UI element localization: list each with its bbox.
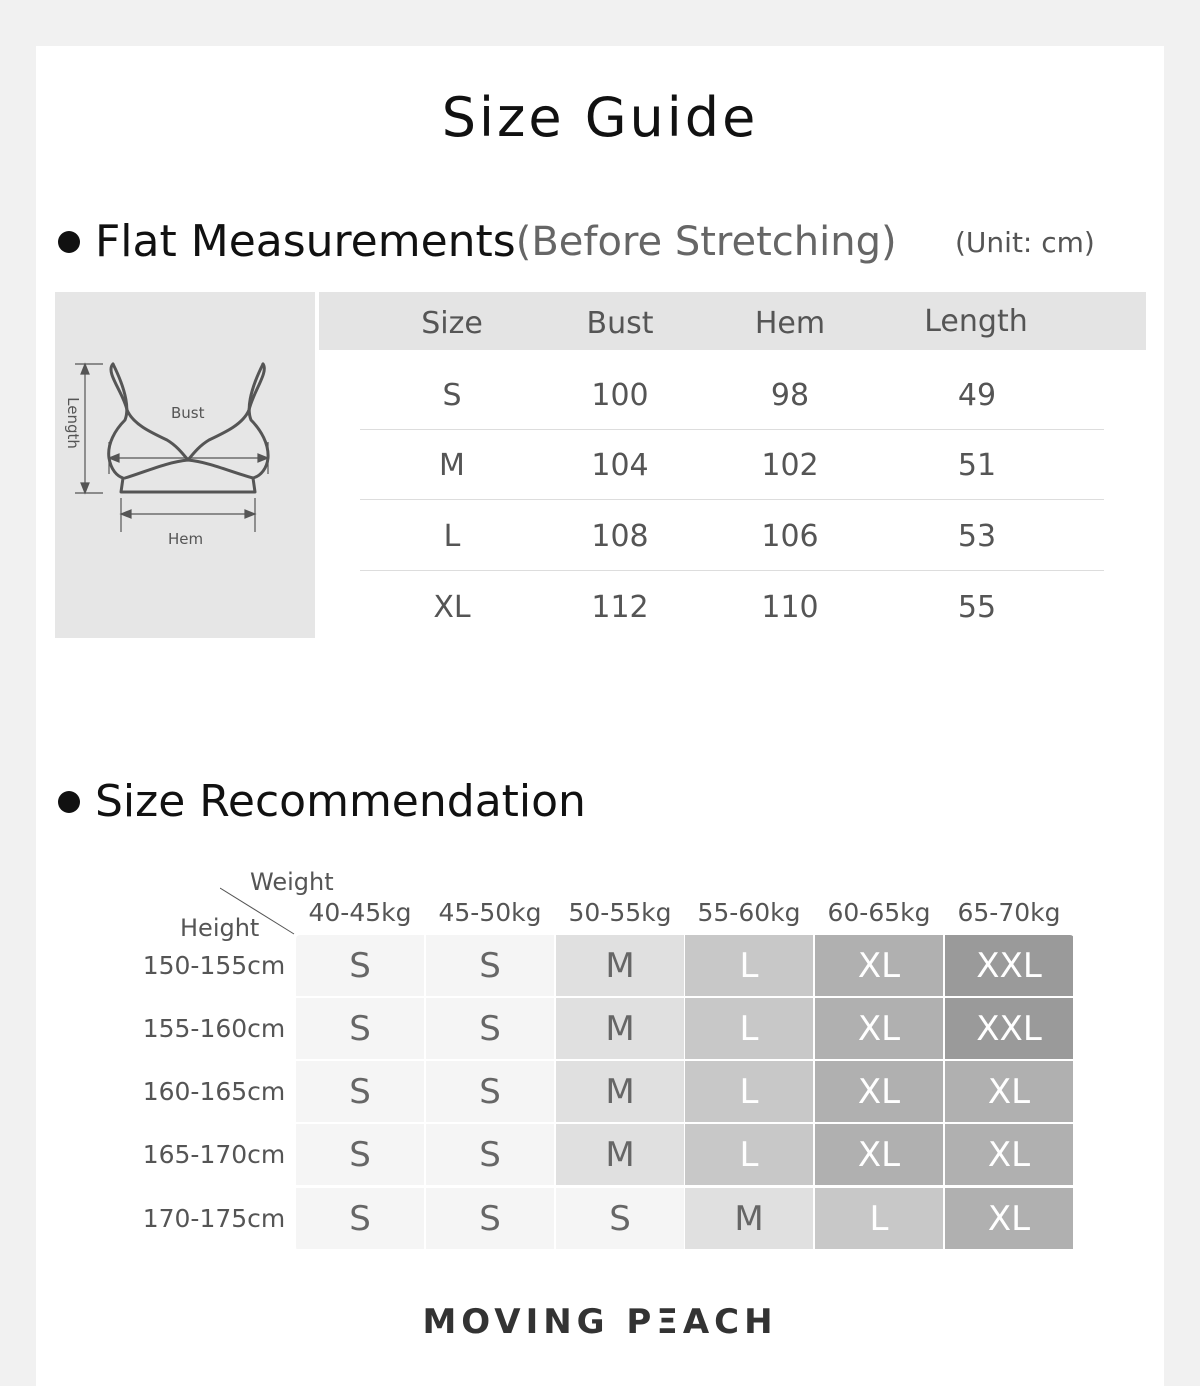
bust-label: Bust bbox=[171, 404, 205, 422]
size-cell: S bbox=[296, 1061, 424, 1122]
table-cell: M bbox=[439, 448, 465, 483]
weight-header: 50-55kg bbox=[568, 898, 672, 927]
flat-measurements-title: Flat Measurements bbox=[95, 216, 516, 267]
bullet-icon bbox=[58, 791, 80, 813]
size-cell: L bbox=[685, 935, 813, 996]
size-cell: S bbox=[296, 935, 424, 996]
weight-axis-label: Weight bbox=[250, 868, 334, 896]
size-cell: M bbox=[556, 935, 684, 996]
size-cell: XL bbox=[815, 998, 943, 1059]
size-cell: XL bbox=[945, 1061, 1073, 1122]
size-cell: S bbox=[296, 1124, 424, 1185]
table-cell: 108 bbox=[591, 519, 649, 554]
table-row bbox=[360, 501, 1104, 571]
height-header: 150-155cm bbox=[142, 951, 286, 980]
size-cell: XL bbox=[815, 1124, 943, 1185]
weight-header: 40-45kg bbox=[308, 898, 412, 927]
size-cell: S bbox=[556, 1188, 684, 1249]
table-cell: 55 bbox=[957, 590, 997, 625]
size-cell: M bbox=[556, 1124, 684, 1185]
flat-measurements-subtitle: (Before Stretching) bbox=[515, 218, 897, 265]
table-cell: S bbox=[442, 378, 462, 413]
height-header: 155-160cm bbox=[142, 1014, 286, 1043]
garment-diagram bbox=[55, 292, 315, 638]
size-cell: XL bbox=[945, 1188, 1073, 1249]
table-cell: 49 bbox=[957, 378, 997, 413]
table-row bbox=[360, 430, 1104, 500]
table-cell: 112 bbox=[591, 590, 649, 625]
page-title: Size Guide bbox=[441, 86, 759, 149]
size-cell: L bbox=[685, 998, 813, 1059]
table-cell: 102 bbox=[761, 448, 819, 483]
size-recommendation-title: Size Recommendation bbox=[95, 776, 586, 827]
weight-header: 60-65kg bbox=[827, 898, 931, 927]
table-cell: L bbox=[443, 519, 461, 554]
brand-logo: MOVING PΞACH bbox=[422, 1302, 778, 1342]
column-header-length: Length bbox=[924, 304, 1028, 339]
size-recommendation-heading bbox=[58, 776, 586, 827]
corner-divider-line bbox=[220, 886, 296, 936]
size-cell: XXL bbox=[945, 998, 1073, 1059]
size-cell: S bbox=[426, 1124, 554, 1185]
table-cell: 100 bbox=[591, 378, 649, 413]
column-header-bust: Bust bbox=[586, 306, 654, 341]
size-cell: S bbox=[296, 998, 424, 1059]
size-cell: L bbox=[815, 1188, 943, 1249]
size-cell: S bbox=[296, 1188, 424, 1249]
bullet-icon bbox=[58, 231, 80, 253]
weight-header: 55-60kg bbox=[697, 898, 801, 927]
size-cell: L bbox=[685, 1124, 813, 1185]
column-header-hem: Hem bbox=[754, 306, 826, 341]
weight-header: 65-70kg bbox=[957, 898, 1061, 927]
table-cell: 51 bbox=[957, 448, 997, 483]
bra-outline-icon bbox=[55, 292, 315, 638]
weight-header: 45-50kg bbox=[438, 898, 542, 927]
size-cell: XL bbox=[815, 935, 943, 996]
size-cell: M bbox=[556, 998, 684, 1059]
table-cell: XL bbox=[433, 590, 471, 625]
length-label: Length bbox=[63, 397, 82, 449]
height-header: 165-170cm bbox=[142, 1140, 286, 1169]
size-cell: M bbox=[556, 1061, 684, 1122]
table-cell: 110 bbox=[761, 590, 819, 625]
size-cell: M bbox=[685, 1188, 813, 1249]
height-header: 160-165cm bbox=[142, 1077, 286, 1106]
table-row bbox=[360, 360, 1104, 430]
size-cell: XL bbox=[945, 1124, 1073, 1185]
size-cell: S bbox=[426, 935, 554, 996]
measurements-table-header bbox=[319, 292, 1146, 350]
table-cell: 106 bbox=[761, 519, 819, 554]
table-cell: 53 bbox=[957, 519, 997, 554]
table-cell: 98 bbox=[770, 378, 810, 413]
size-cell: XXL bbox=[945, 935, 1073, 996]
table-cell: 104 bbox=[591, 448, 649, 483]
size-recommendation-grid bbox=[296, 935, 1074, 1251]
size-cell: XL bbox=[815, 1061, 943, 1122]
table-row bbox=[360, 572, 1104, 642]
unit-label: (Unit: cm) bbox=[955, 226, 1095, 259]
size-cell: S bbox=[426, 998, 554, 1059]
size-cell: S bbox=[426, 1188, 554, 1249]
height-axis-label: Height bbox=[180, 914, 260, 942]
height-header: 170-175cm bbox=[142, 1204, 286, 1233]
size-cell: L bbox=[685, 1061, 813, 1122]
flat-measurements-heading bbox=[58, 216, 897, 267]
column-header-size: Size bbox=[421, 306, 483, 341]
hem-label: Hem bbox=[168, 530, 204, 548]
size-cell: S bbox=[426, 1061, 554, 1122]
